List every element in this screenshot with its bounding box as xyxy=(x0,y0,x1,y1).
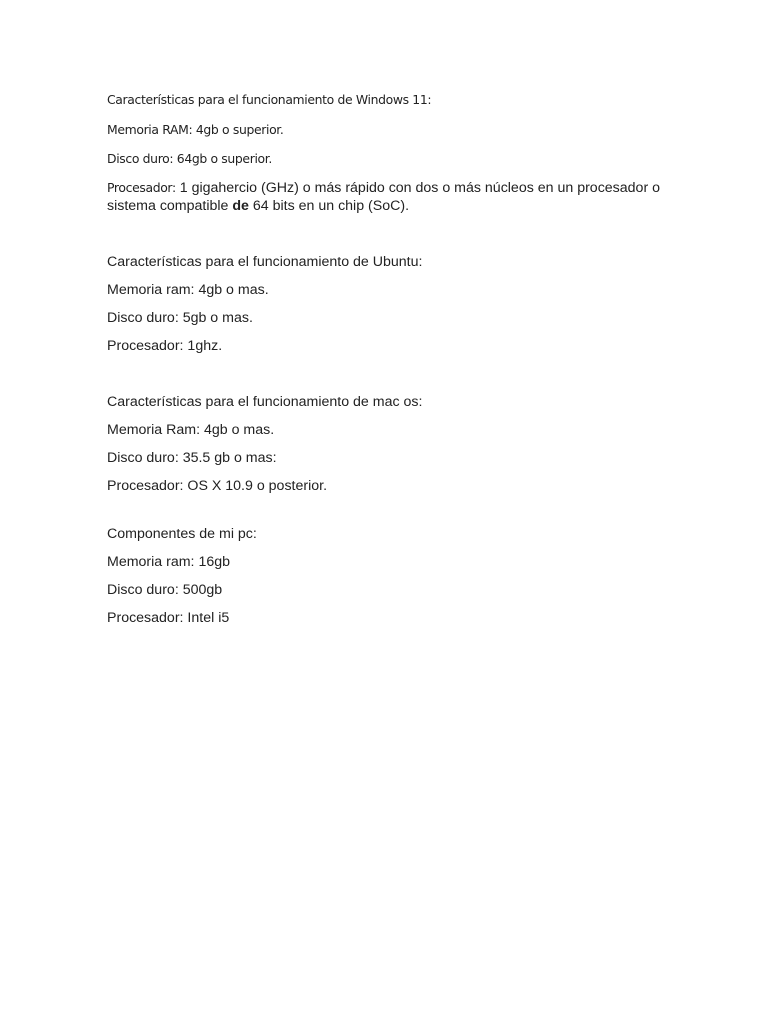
macos-ram: Memoria Ram: 4gb o mas. xyxy=(107,422,275,438)
mypc-heading: Componentes de mi pc: xyxy=(107,526,257,542)
windows-ram: Memoria RAM: 4gb o superior. xyxy=(107,122,284,137)
mypc-disk: Disco duro: 500gb xyxy=(107,582,223,598)
windows-heading: Características para el funcionamiento de Windows 11: xyxy=(107,92,432,107)
macos-heading: Características para el funcionamiento de mac os: xyxy=(107,394,423,410)
windows-disk: Disco duro: 64gb o superior. xyxy=(107,151,272,166)
ubuntu-disk: Disco duro: 5gb o mas. xyxy=(107,310,253,326)
windows-cpu-text-2: 64 bits en un chip (SoC). xyxy=(248,198,410,214)
macos-cpu: Procesador: OS X 10.9 o posterior. xyxy=(107,478,328,494)
mypc-ram: Memoria ram: 16gb xyxy=(107,554,231,570)
ubuntu-ram: Memoria ram: 4gb o mas. xyxy=(107,282,269,298)
mypc-cpu: Procesador: Intel i5 xyxy=(107,610,230,626)
windows-cpu-bold: de xyxy=(232,198,249,214)
ubuntu-cpu: Procesador: 1ghz. xyxy=(107,338,223,354)
windows-cpu-paragraph xyxy=(107,179,667,215)
windows-cpu-label: Procesador: xyxy=(107,180,176,195)
macos-disk: Disco duro: 35.5 gb o mas: xyxy=(107,450,277,466)
ubuntu-heading: Características para el funcionamiento de Ubuntu: xyxy=(107,254,423,270)
windows-cpu-text-1: 1 gigahercio (GHz) o más rápido con dos o más núcleos en un procesador o sistema compatible xyxy=(107,180,661,214)
